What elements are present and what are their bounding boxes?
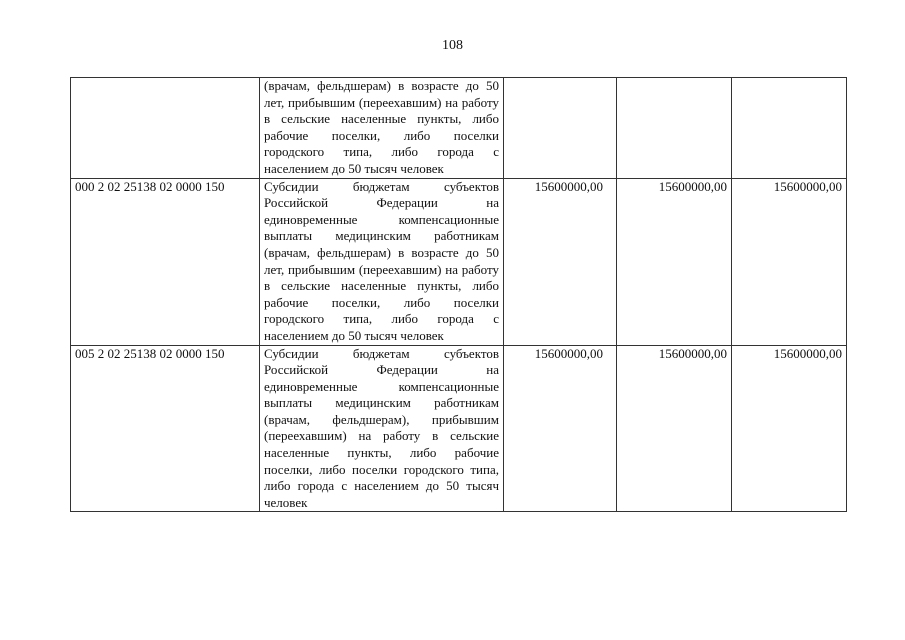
amount-cell-1: 15600000,00 xyxy=(504,178,617,345)
amount-cell-2 xyxy=(617,78,732,179)
amount-cell-1: 15600000,00 xyxy=(504,345,617,512)
amount-cell-3: 15600000,00 xyxy=(732,345,847,512)
table-row xyxy=(71,345,847,512)
budget-table xyxy=(70,77,847,512)
table-row xyxy=(71,78,847,179)
amount-cell-2: 15600000,00 xyxy=(617,345,732,512)
budget-code-cell: 000 2 02 25138 02 0000 150 xyxy=(71,178,260,345)
description-cell: Субсидии бюджетам субъектов Российской Федерации на единовременные компенсационные выплаты медицинским работникам (врачам, фельдшерам) в возрасте до 50 лет, прибывшим (переехавшим) на работу в сельские населенные пункты, либо рабочие поселки, либо поселки городского типа, либо города с населением до 50 тысяч человек xyxy=(260,178,504,345)
table-row xyxy=(71,178,847,345)
page-number: 108 xyxy=(442,38,463,53)
description-cell: (врачам, фельдшерам) в возрасте до 50 лет, прибывшим (переехавшим) на работу в сельские населенные пункты, либо рабочие поселки, либо поселки городского типа, либо города с населением до 50 тысяч человек xyxy=(260,78,504,179)
description-cell: Субсидии бюджетам субъектов Российской Федерации на единовременные компенсационные выплаты медицинским работникам (врачам, фельдшерам), прибывшим (переехавшим) на работу в сельские населенные пункты, либо рабочие поселки, либо поселки городского типа, либо города с населением до 50 тысяч человек xyxy=(260,345,504,512)
budget-code-cell xyxy=(71,78,260,179)
budget-code-cell: 005 2 02 25138 02 0000 150 xyxy=(71,345,260,512)
amount-cell-3 xyxy=(732,78,847,179)
amount-cell-3: 15600000,00 xyxy=(732,178,847,345)
amount-cell-2: 15600000,00 xyxy=(617,178,732,345)
amount-cell-1 xyxy=(504,78,617,179)
